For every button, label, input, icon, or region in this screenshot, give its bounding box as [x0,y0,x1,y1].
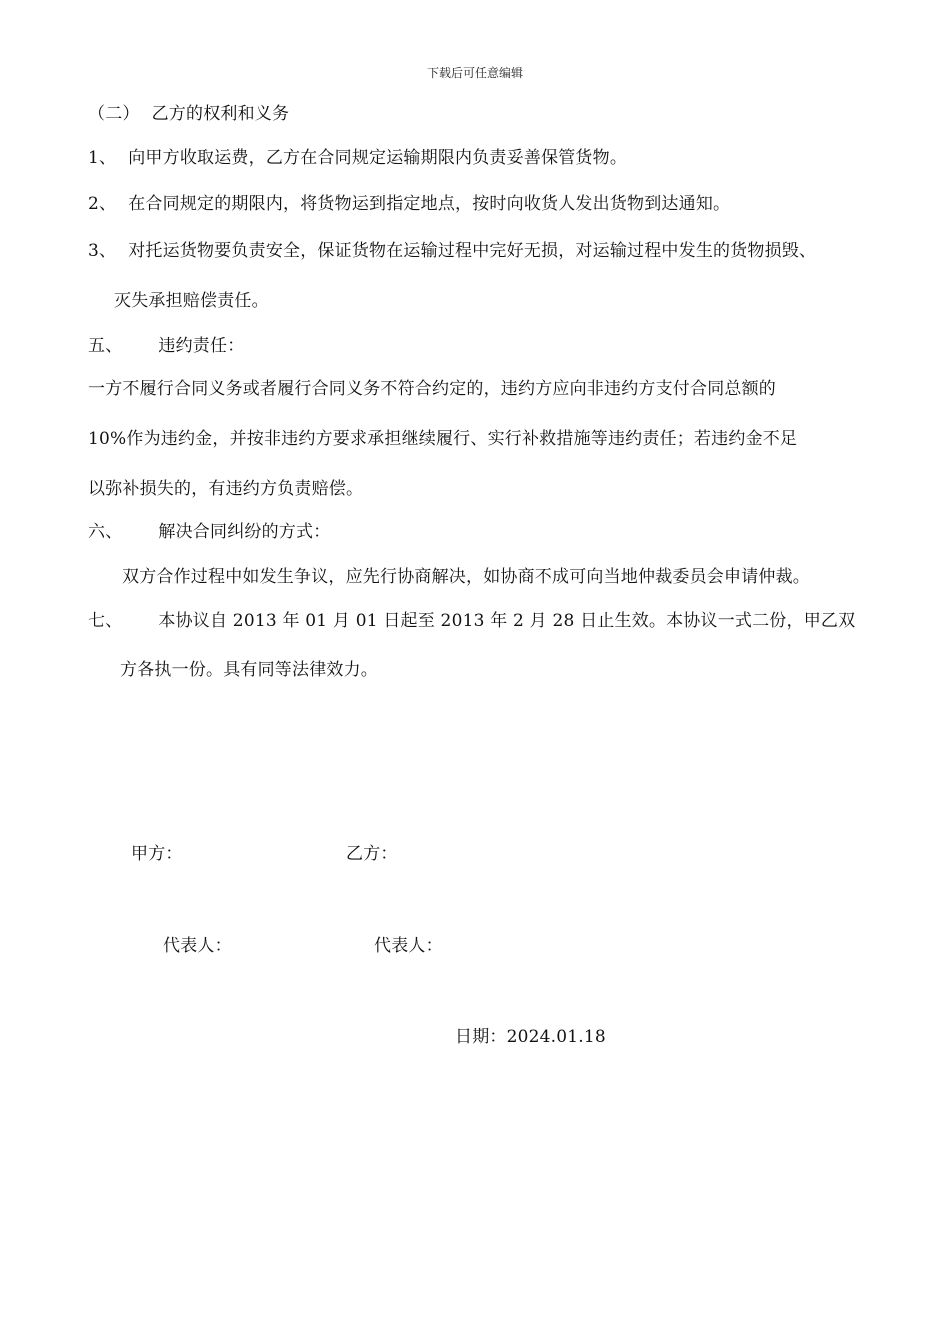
section-6-num: 六、 [88,522,123,542]
section-5-line-1: 一方不履行合同义务或者履行合同义务不符合约定的，违约方应向非违约方支付合同总额的 [88,379,776,399]
party-b-label: 乙方： [346,844,398,864]
section-5-line-3: 以弥补损失的，有违约方负责赔偿。 [88,479,364,499]
section-6-title: 解决合同纠纷的方式： [158,522,331,542]
section-7-line-1 [88,610,855,632]
section-5-line-2: 10%作为违约金，并按非违约方要求承担继续履行、实行补救措施等违约责任；若违约金不足 [88,429,798,449]
representative-b-label: 代表人： [374,936,443,956]
party-a-label: 甲方： [131,844,183,864]
representative-a-label: 代表人： [163,936,232,956]
item-text: 向甲方收取运费，乙方在合同规定运输期限内负责妥善保管货物。 [128,148,628,168]
section-b-item-3 [88,240,816,262]
page-header-note: 下载后可任意编辑 [426,66,523,80]
section-b-item-2 [88,193,730,215]
section-6-heading [88,521,330,543]
section-7-text: 本协议自 2013 年 01 月 01 日起至 2013 年 2 月 28 日止生效。本协议一式二份，甲乙双 [158,611,856,631]
section-5-title: 违约责任： [158,336,245,356]
section-b-heading-text: 乙方的权利和义务 [151,104,290,124]
signing-date: 日期：2024.01.18 [455,1027,606,1047]
section-b-item-3-continuation: 灭失承担赔偿责任。 [114,291,269,311]
section-5-heading [88,335,244,357]
section-b-heading-num: （二） [88,104,140,124]
section-5-num: 五、 [88,336,123,356]
item-number: 1、 [88,148,117,168]
item-number: 3、 [88,241,117,261]
section-b-heading [88,103,289,125]
item-text: 在合同规定的期限内，将货物运到指定地点，按时向收货人发出货物到达通知。 [128,194,731,214]
section-7-line-2: 方各执一份。具有同等法律效力。 [120,660,378,680]
item-text: 对托运货物要负责安全，保证货物在运输过程中完好无损，对运输过程中发生的货物损毁、 [128,241,817,261]
section-7-num: 七、 [88,611,123,631]
section-6-body: 双方合作过程中如发生争议，应先行协商解决，如协商不成可向当地仲裁委员会申请仲裁。 [122,567,810,587]
section-b-item-1 [88,147,627,169]
item-number: 2、 [88,194,117,214]
